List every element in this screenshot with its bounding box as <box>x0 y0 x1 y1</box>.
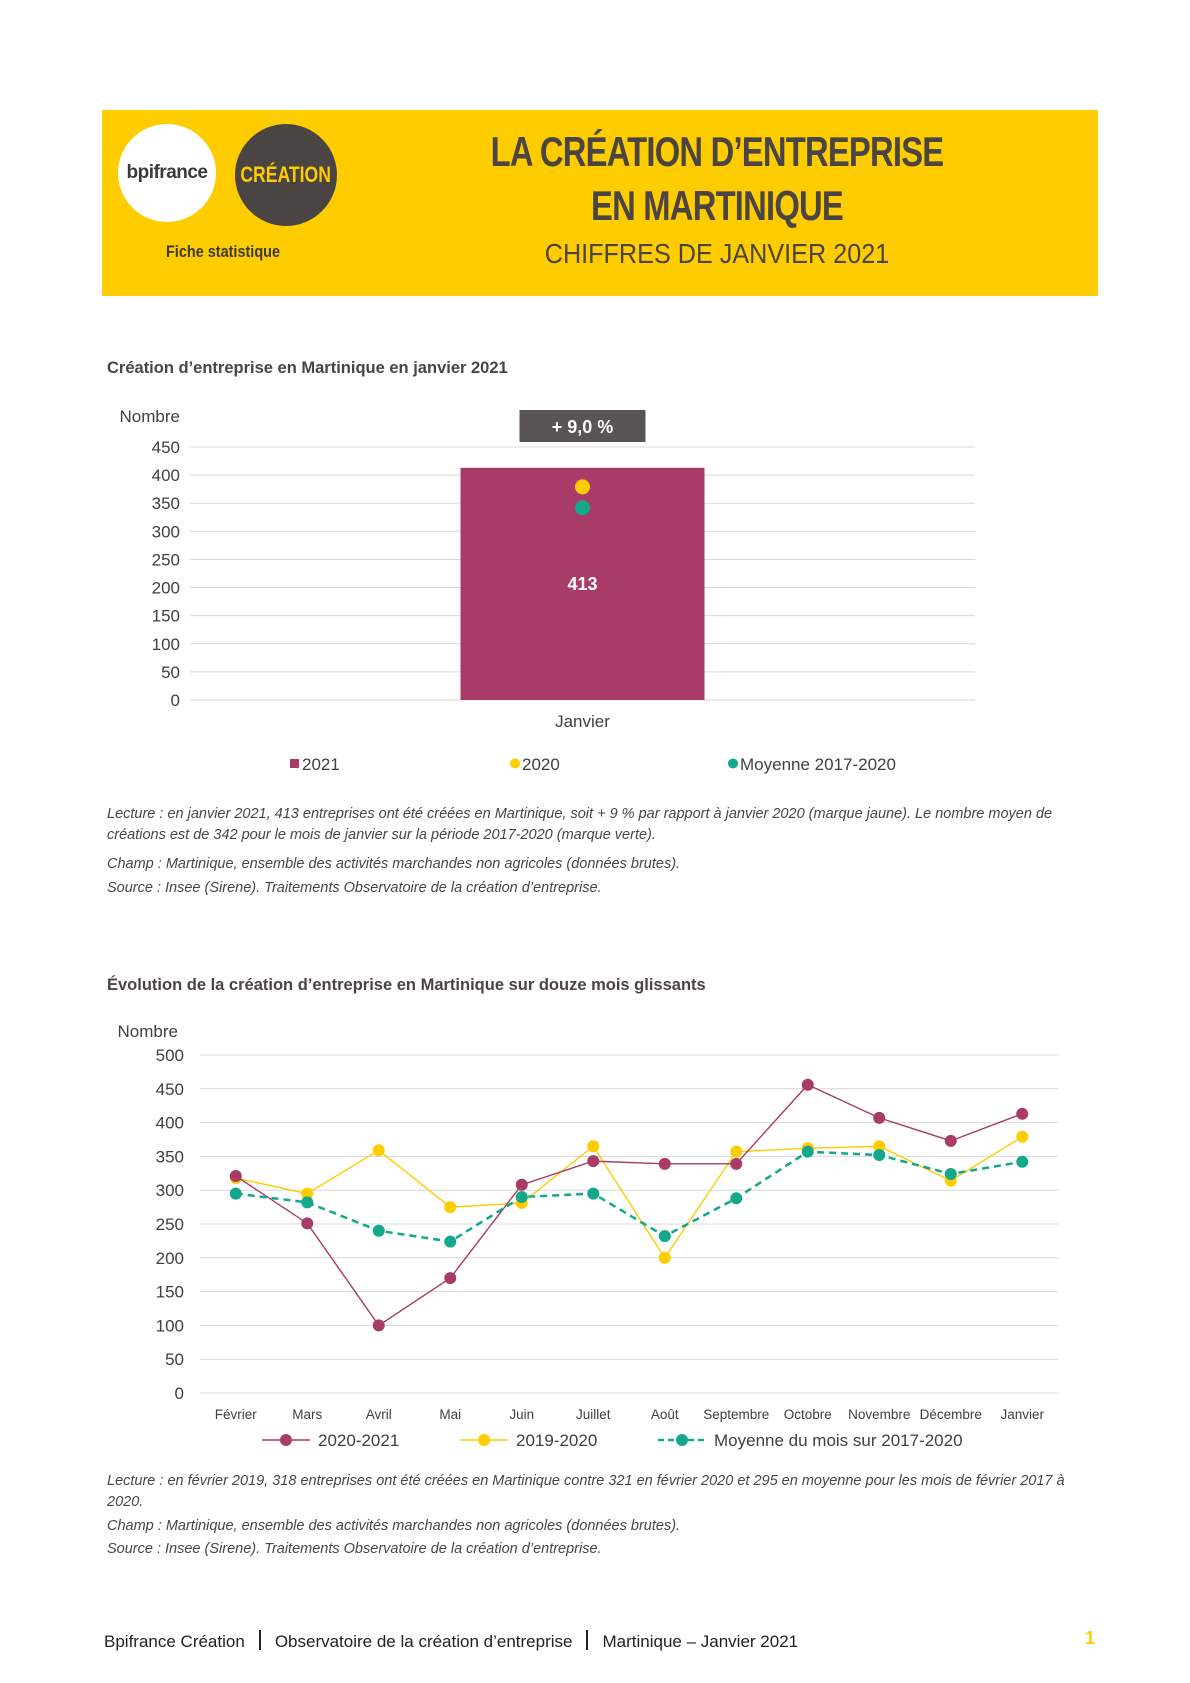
footer-org: Bpifrance Création <box>104 1632 245 1651</box>
page-title-line1: LA CRÉATION D’ENTREPRISE <box>490 128 944 175</box>
doc-type-label: Fiche statistique <box>165 242 281 261</box>
data-point-Moyenne du mois sur 2017-2020 <box>1016 1156 1028 1168</box>
data-point-2019-2020 <box>659 1252 671 1264</box>
footer <box>104 1630 798 1652</box>
data-point-2020-2021 <box>873 1112 885 1124</box>
y-tick-label: 300 <box>155 1181 184 1201</box>
data-point-Moyenne du mois sur 2017-2020 <box>373 1225 385 1237</box>
data-point-2020-2021 <box>587 1155 599 1167</box>
y-axis-label: Nombre <box>119 407 180 426</box>
y-tick-label: 450 <box>155 1079 184 1099</box>
legend-marker-Moyenne du mois sur 2017-2020 <box>676 1434 688 1446</box>
legend-marker-2020-2021 <box>280 1434 292 1446</box>
data-point-Moyenne du mois sur 2017-2020 <box>587 1188 599 1200</box>
chart1-source: Source : Insee (Sirene). Traitements Observatoire de la création d’entreprise. <box>107 880 602 896</box>
data-point-2019-2020 <box>730 1146 742 1158</box>
x-tick-label: Septembre <box>703 1407 770 1422</box>
footer-separator <box>586 1630 588 1650</box>
chart2-champ: Champ : Martinique, ensemble des activités marchandes non agricoles (données brutes). <box>107 1518 681 1534</box>
chart1-champ: Champ : Martinique, ensemble des activités marchandes non agricoles (données brutes). <box>107 856 681 872</box>
data-point-2020-2021 <box>301 1217 313 1229</box>
data-point-Moyenne du mois sur 2017-2020 <box>730 1192 742 1204</box>
x-tick-label: Mai <box>439 1407 462 1422</box>
data-point-2019-2020 <box>444 1201 456 1213</box>
bpifrance-logo: bpifrance <box>118 124 216 222</box>
bar-value-label: 413 <box>567 573 598 594</box>
page-title-line2: EN MARTINIQUE <box>591 182 843 229</box>
data-point-2019-2020 <box>1016 1131 1028 1143</box>
page-subtitle: CHIFFRES DE JANVIER 2021 <box>544 238 890 269</box>
chart1-bar-chart <box>0 395 1190 795</box>
page-number: 1 <box>1085 1628 1096 1648</box>
legend-marker-2019-2020 <box>478 1434 490 1446</box>
y-tick-label: 200 <box>151 578 180 598</box>
y-tick-label: 400 <box>155 1113 184 1133</box>
x-tick-label: Juin <box>509 1407 535 1422</box>
data-point-Moyenne du mois sur 2017-2020 <box>444 1236 456 1248</box>
footer-observatory: Observatoire de la création d’entreprise <box>274 1632 573 1651</box>
x-tick-label: Mars <box>292 1407 323 1422</box>
x-tick-label: Juillet <box>575 1407 611 1422</box>
annotation-label: + 9,0 % <box>551 417 614 437</box>
series-line-2020-2021 <box>236 1085 1023 1326</box>
series-line-2019-2020 <box>236 1137 1023 1258</box>
data-point-2020-2021 <box>730 1158 742 1170</box>
chart1-lecture: Lecture : en janvier 2021, 413 entreprises ont été créées en Martinique, soit + 9 % par rapport à janvier 2020 (marque jaune). Le nombre moyen de créations est de 342 pour le mois de janvier sur la période 2017-2020 (marque verte). <box>107 806 1053 843</box>
legend-swatch-2020 <box>510 759 520 769</box>
data-point-Moyenne du mois sur 2017-2020 <box>945 1168 957 1180</box>
data-point-Moyenne du mois sur 2017-2020 <box>516 1191 528 1203</box>
y-tick-label: 250 <box>151 550 180 570</box>
y-tick-label: 400 <box>151 466 180 486</box>
x-tick-label: Février <box>214 1407 257 1422</box>
data-point-2020-2021 <box>802 1079 814 1091</box>
x-tick-label: Octobre <box>783 1407 832 1422</box>
y-tick-label: 350 <box>155 1147 184 1167</box>
data-point-2020-2021 <box>230 1170 242 1182</box>
data-point-Moyenne du mois sur 2017-2020 <box>230 1188 242 1200</box>
data-point-Moyenne du mois sur 2017-2020 <box>301 1196 313 1208</box>
data-point-Moyenne du mois sur 2017-2020 <box>802 1146 814 1158</box>
footer-edition: Martinique – Janvier 2021 <box>602 1632 799 1651</box>
y-tick-label: 350 <box>151 494 180 514</box>
data-point-2020-2021 <box>373 1319 385 1331</box>
y-tick-label: 150 <box>155 1282 184 1302</box>
y-axis-label: Nombre <box>117 1022 178 1041</box>
data-point-2020-2021 <box>659 1158 671 1170</box>
y-tick-label: 100 <box>151 634 180 654</box>
header-banner <box>102 110 1098 296</box>
x-tick-label: Janvier <box>555 712 610 731</box>
x-tick-label: Décembre <box>919 1407 982 1422</box>
y-tick-label: 0 <box>170 691 180 710</box>
chart2-source: Source : Insee (Sirene). Traitements Observatoire de la création d’entreprise. <box>107 1541 602 1557</box>
legend-label: 2020 <box>522 755 560 774</box>
marker-Moyenne 2017-2020 <box>575 500 590 515</box>
y-tick-label: 0 <box>174 1384 184 1403</box>
legend-label: 2021 <box>302 755 340 774</box>
legend-swatch-Moyenne 2017-2020 <box>728 759 738 769</box>
data-point-2019-2020 <box>587 1140 599 1152</box>
y-tick-label: 500 <box>155 1046 184 1065</box>
y-tick-label: 100 <box>155 1316 184 1336</box>
legend-label: Moyenne 2017-2020 <box>740 755 896 774</box>
footer-separator <box>259 1630 261 1650</box>
chart2-line-chart <box>0 1010 1190 1490</box>
data-point-2020-2021 <box>516 1179 528 1191</box>
marker-2020 <box>575 479 590 494</box>
x-tick-label: Novembre <box>848 1407 911 1422</box>
x-tick-label: Août <box>650 1407 679 1422</box>
data-point-2020-2021 <box>444 1272 456 1284</box>
data-point-2020-2021 <box>945 1135 957 1147</box>
chart2-title: Évolution de la création d’entreprise en Martinique sur douze mois glissants <box>107 976 706 994</box>
creation-logo: CRÉATION <box>235 124 337 226</box>
data-point-2019-2020 <box>373 1144 385 1156</box>
x-tick-label: Janvier <box>1000 1407 1045 1422</box>
y-tick-label: 150 <box>151 606 180 626</box>
y-tick-label: 250 <box>155 1215 184 1234</box>
y-tick-label: 200 <box>155 1248 184 1268</box>
y-tick-label: 50 <box>165 1350 184 1370</box>
data-point-2020-2021 <box>1016 1108 1028 1120</box>
legend-swatch-2021 <box>290 759 299 768</box>
legend-label: Moyenne du mois sur 2017-2020 <box>714 1431 963 1450</box>
chart2-lecture: Lecture : en février 2019, 318 entreprises ont été créées en Martinique contre 321 en février 2020 et 295 en moyenne pour les mois de février 2017 à 2020. <box>107 1473 1065 1510</box>
y-tick-label: 300 <box>151 522 180 542</box>
legend-label: 2019-2020 <box>516 1431 598 1450</box>
chart1-title: Création d’entreprise en Martinique en janvier 2021 <box>107 359 508 377</box>
x-tick-label: Avril <box>365 1407 392 1422</box>
data-point-Moyenne du mois sur 2017-2020 <box>873 1149 885 1161</box>
data-point-Moyenne du mois sur 2017-2020 <box>659 1230 671 1242</box>
y-tick-label: 50 <box>161 662 180 682</box>
y-tick-label: 450 <box>151 438 180 457</box>
legend-label: 2020-2021 <box>318 1431 400 1450</box>
